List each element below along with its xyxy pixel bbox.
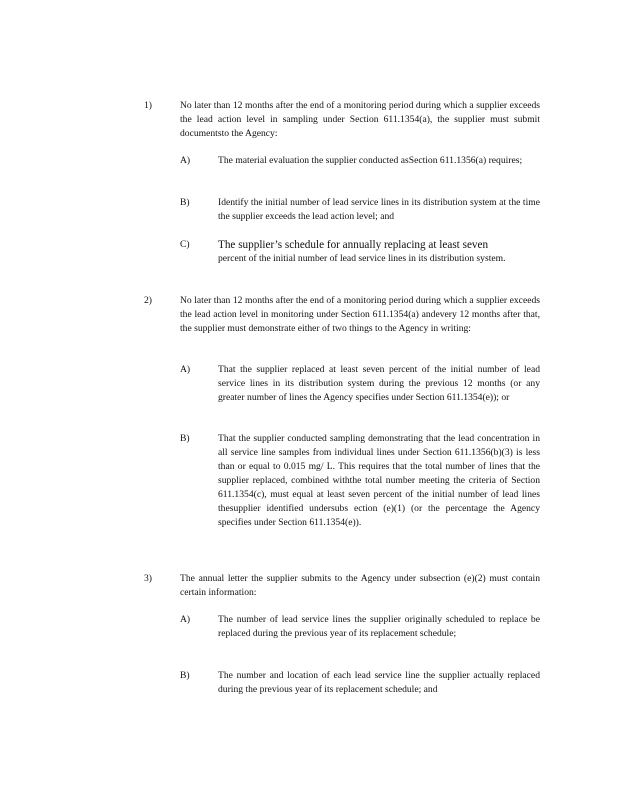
subparagraph-number: B) [180,433,190,444]
paragraph-text: The annual letter the supplier submits to the Agency under subsection (e)(2) must contain certain information: [180,573,540,598]
subparagraph-number: B) [180,670,190,681]
paragraph-number: 2) [144,295,152,306]
paragraph-text: No later than 12 months after the end of a monitoring period during which a supplier exceeds the lead action level in monitoring under Section 611.1354(a) andevery 12 months after that, the supplier must demonstrate either of two things to the Agency in writing: [180,295,540,334]
subparagraph-text: The material evaluation the supplier conducted asSection 611.1356(a) requires; [218,155,523,166]
subparagraph-text: That the supplier replaced at least seven percent of the initial number of lead service lines in its distribution system during the previous 12 months (or any greater number of lines the Agency specifies under Section 611.1354(e)); or [218,364,540,403]
paragraph-text: No later than 12 months after the end of a monitoring period during which a supplier exceeds the lead action level in sampling under Section 611.1354(a), the supplier must submit documentsto the Agency: [180,100,540,139]
paragraph-number: 3) [144,573,152,584]
subparagraph-number: A) [180,364,191,375]
subparagraph-text: The number and location of each lead service line the supplier actually replaced during the previous year of its replacement schedule; and [218,670,540,695]
subparagraph-text: The number of lead service lines the supplier originally scheduled to replace be replaced during the previous year of its replacement schedule; [218,614,540,639]
subparagraph-text: That the supplier conducted sampling demonstrating that the lead concentration in all service line samples from individual lines under Section 611.1356(b)(3) is less than or equal to 0.015 mg/ L. This requires that the total number of lines that the supplier replaced, combined withthe total number meeting the criteria of Section 611.1354(c), must equal at least seven percent of the initial number of lead lines thesupplier identified undersubs ection (e)(1) (or the percentage the Agency specifies under Section 611.1354(e)). [218,433,540,528]
subparagraph-rest: percent of the initial number of lead service lines in its distribution system. [218,253,506,264]
subparagraph-number: A) [180,614,191,625]
subparagraph-number: A) [180,155,191,166]
subparagraph-first-line: The supplier’s schedule for annually replacing at least seven [218,239,489,251]
subparagraph-number: C) [180,239,190,250]
subparagraph-number: B) [180,197,190,208]
subparagraph-text: Identify the initial number of lead service lines in its distribution system at the time the supplier exceeds the lead action level; and [218,197,540,222]
paragraph-number: 1) [144,100,152,111]
subparagraph-text [218,238,540,266]
